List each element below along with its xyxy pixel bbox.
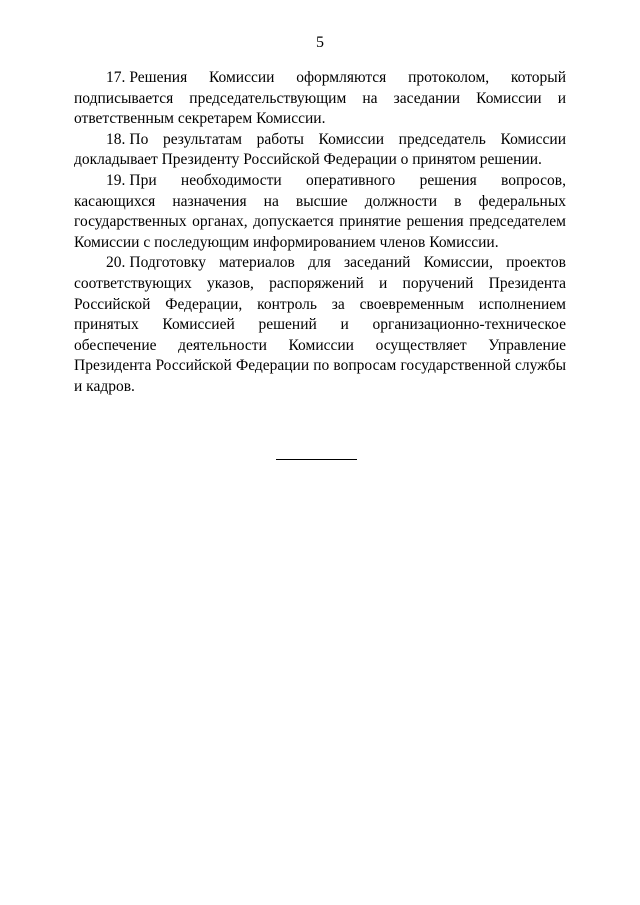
- document-body: [74, 68, 566, 398]
- paragraph-18: [74, 130, 566, 171]
- paragraph-number: 19.: [106, 171, 126, 189]
- paragraph-19: [74, 171, 566, 253]
- end-of-document-rule: [276, 459, 357, 460]
- paragraph-text: Подготовку материалов для заседаний Комиссии, проектов соответствующих указов, распоряжений и поручений Президента Российской Федерации, контроль за своевременным исполнением принятых Комиссией решений и организационно-техническое обеспечение деятельности Комиссии осуществляет Управление Президента Российской Федерации по вопросам государственной службы и кадров.: [74, 254, 566, 395]
- paragraph-text: Решения Комиссии оформляются протоколом, который подписывается председательствующим на заседании Комиссии и ответственным секретарем Комиссии.: [74, 69, 566, 128]
- paragraph-number: 17.: [106, 69, 126, 86]
- page-number: 5: [316, 34, 324, 51]
- paragraph-20: [74, 253, 566, 397]
- paragraph-text: По результатам работы Комиссии председатель Комиссии докладывает Президенту Российской Федерации о принятом решении.: [74, 130, 566, 169]
- paragraph-number: 18.: [106, 130, 126, 148]
- paragraph-text: При необходимости оперативного решения вопросов, касающихся назначения на высшие должности в федеральных государственных органах, допускается принятие решения председателем Комиссии с последующим информированием членов Комиссии.: [74, 171, 566, 251]
- paragraph-17: [74, 68, 566, 130]
- paragraph-number: 20.: [106, 254, 126, 272]
